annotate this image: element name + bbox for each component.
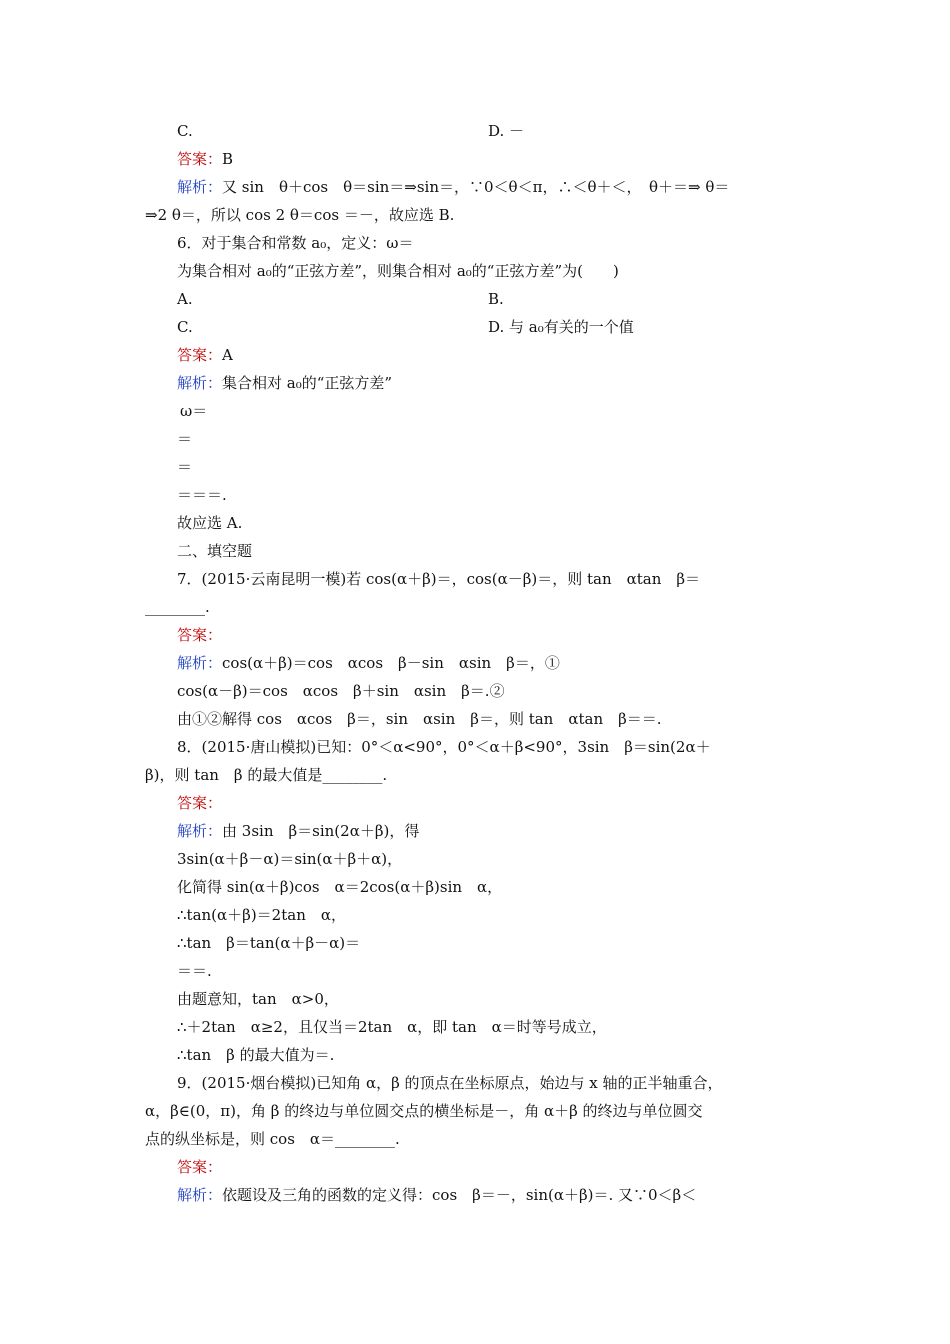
question-9: 9．(2015·烟台模拟)已知角 α，β 的顶点在坐标原点，始边与 x 轴的正半轴重合， (177, 1074, 723, 1092)
answer-label: 答案： (177, 1158, 223, 1176)
answer-label: 答案： (177, 346, 223, 364)
text-line: ∴tan β＝tan(α＋β－α)＝ (177, 934, 361, 952)
answer-label: 答案： (177, 626, 223, 644)
option-c: C. (177, 318, 193, 336)
text-line: ＝＝＝. (177, 486, 227, 504)
answer-line (177, 625, 222, 645)
text-line: 点的纵坐标是，则 cos α＝________. (145, 1130, 400, 1148)
analysis-text: 由 3sin β＝sin(2α＋β)，得 (222, 822, 420, 840)
answer-line (177, 149, 233, 169)
text-line: cos(α－β)＝cos αcos β＋sin αsin β＝.② (177, 682, 505, 700)
analysis-line (177, 177, 729, 197)
text-line: α，β∈(0，π)，角 β 的终边与单位圆交点的横坐标是－，角 α＋β 的终边与单位圆交 (145, 1102, 703, 1120)
text-line: 为集合相对 a₀的“正弦方差”，则集合相对 a₀的“正弦方差”为( ) (177, 262, 619, 280)
answer-line (177, 793, 222, 813)
answer-label: 答案： (177, 794, 223, 812)
analysis-line (177, 373, 392, 393)
analysis-label: 解析： (177, 822, 223, 840)
question-8: 8．(2015·唐山模拟)已知：0°＜α<90°，0°＜α＋β<90°，3sin β＝sin(2α＋ (177, 738, 711, 756)
option-c: C. (177, 122, 193, 140)
answer-label: 答案： (177, 150, 223, 168)
text-line: 故应选 A. (177, 514, 243, 532)
option-d: D. 与 a₀有关的一个值 (488, 318, 634, 336)
analysis-line (177, 821, 419, 841)
option-b: B. (488, 290, 504, 308)
text-line: ＝ (177, 458, 193, 476)
text-line: ________. (145, 598, 210, 616)
analysis-line (177, 1185, 696, 1205)
text-line: ∴＋2tan α≥2，且仅当＝2tan α，即 tan α＝时等号成立， (177, 1018, 607, 1036)
text-line: ⇒2 θ＝，所以 cos 2 θ＝cos ＝－，故应选 B. (145, 206, 455, 224)
answer-line (177, 1157, 222, 1177)
analysis-label: 解析： (177, 374, 223, 392)
text-line: 由①②解得 cos αcos β＝，sin αsin β＝，则 tan αtan β＝＝. (177, 710, 662, 728)
answer-value: A (222, 346, 233, 364)
analysis-text: 又 sin θ＋cos θ＝sin＝⇒sin＝，∵0＜θ＜π，∴＜θ＋＜， θ＋＝⇒ θ＝ (222, 178, 730, 196)
text-line: ＝＝. (177, 962, 212, 980)
analysis-label: 解析： (177, 1186, 223, 1204)
question-7: 7．(2015·云南昆明一模)若 cos(α＋β)＝，cos(α－β)＝，则 tan αtan β＝ (177, 570, 701, 588)
analysis-line (177, 653, 560, 673)
text-line: 化简得 sin(α＋β)cos α＝2cos(α＋β)sin α， (177, 878, 503, 896)
question-6: 6．对于集合和常数 a₀，定义：ω＝ (177, 234, 414, 252)
text-line: 3sin(α＋β－α)＝sin(α＋β＋α)， (177, 850, 403, 868)
text-line: 由题意知，tan α>0， (177, 990, 339, 1008)
answer-line (177, 345, 233, 365)
analysis-text: 依题设及三角的函数的定义得：cos β＝－，sin(α＋β)＝. 又∵0＜β＜ (222, 1186, 697, 1204)
analysis-text: cos(α＋β)＝cos αcos β－sin αsin β＝，① (222, 654, 560, 672)
analysis-label: 解析： (177, 178, 223, 196)
answer-value: B (222, 150, 234, 168)
text-line: ω＝ (180, 402, 208, 420)
text-line: ∴tan(α＋β)＝2tan α， (177, 906, 346, 924)
text-line: β)，则 tan β 的最大值是________. (145, 766, 388, 784)
option-d: D. － (488, 122, 525, 140)
text-line: ＝ (177, 430, 193, 448)
analysis-text: 集合相对 a₀的“正弦方差” (222, 374, 393, 392)
text-line: ∴tan β 的最大值为＝. (177, 1046, 335, 1064)
analysis-label: 解析： (177, 654, 223, 672)
section-heading: 二、填空题 (177, 542, 253, 560)
option-a: A. (177, 290, 193, 308)
